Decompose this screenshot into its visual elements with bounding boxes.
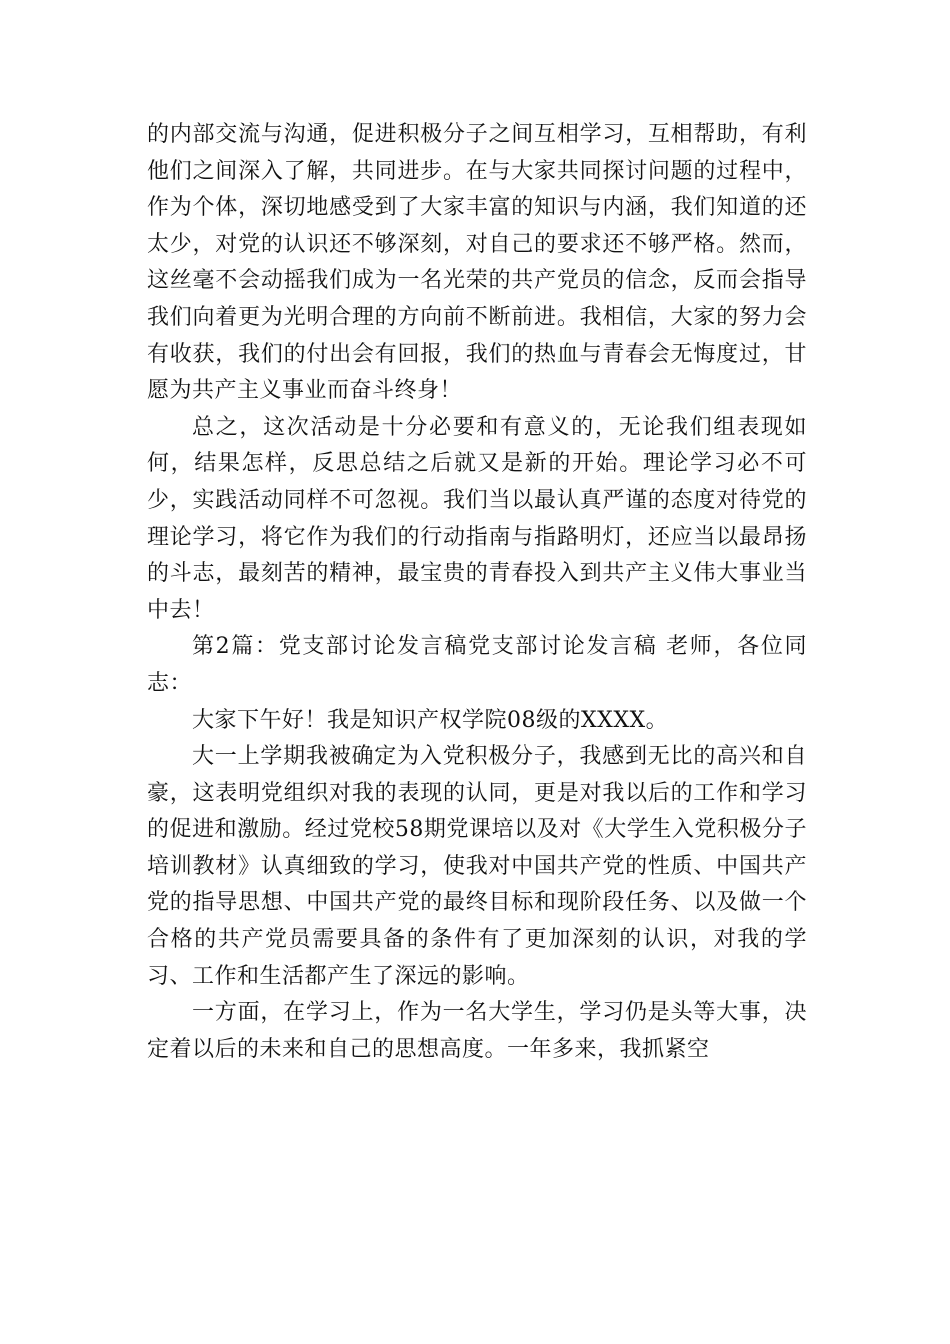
paragraph-1: 的内部交流与沟通，促进积极分子之间互相学习，互相帮助，有利他们之间深入了解，共同进步。在与大家共同探讨问题的过程中，作为个体，深切地感受到了大家丰富的知识与内涵，我们知道的还太少，对党的认识还不够深刻，对自己的要求还不够严格。然而，这丝毫不会动摇我们成为一名光荣的共产党员的信念，反而会指导我们向着更为光明合理的方向前不断前进。我相信，大家的努力会有收获，我们的付出会有回报，我们的热血与青春会无悔度过，甘愿为共产主义事业而奋斗终身！ [147, 122, 807, 404]
document-body [147, 117, 807, 1068]
paragraph-2: 总之，这次活动是十分必要和有意义的，无论我们组表现如何，结果怎样，反思总结之后就又是新的开始。理论学习必不可少，实践活动同样不可忽视。我们当以最认真严谨的态度对待党的理论学习，将它作为我们的行动指南与指路明灯，还应当以最昂扬的斗志，最刻苦的精神，最宝贵的青春投入到共产主义伟大事业当中去！ [147, 414, 807, 623]
paragraph-3-heading: 第2篇：党支部讨论发言稿党支部讨论发言稿 老师，各位同志： [147, 634, 807, 696]
paragraph-6: 一方面，在学习上，作为一名大学生，学习仍是头等大事，决定着以后的未来和自己的思想高度。一年多来，我抓紧空 [147, 1000, 807, 1062]
paragraph-4: 大家下午好！我是知识产权学院08级的XXXX。 [192, 707, 669, 733]
paragraph-5: 大一上学期我被确定为入党积极分子，我感到无比的高兴和自豪，这表明党组织对我的表现的认同，更是对我以后的工作和学习的促进和激励。经过党校58期党课培以及对《大学生入党积极分子培训教材》认真细致的学习，使我对中国共产党的性质、中国共产党的指导思想、中国共产党的最终目标和现阶段任务、以及做一个合格的共产党员需要具备的条件有了更加深刻的认识，对我的学习、工作和生活都产生了深远的影响。 [147, 744, 807, 989]
